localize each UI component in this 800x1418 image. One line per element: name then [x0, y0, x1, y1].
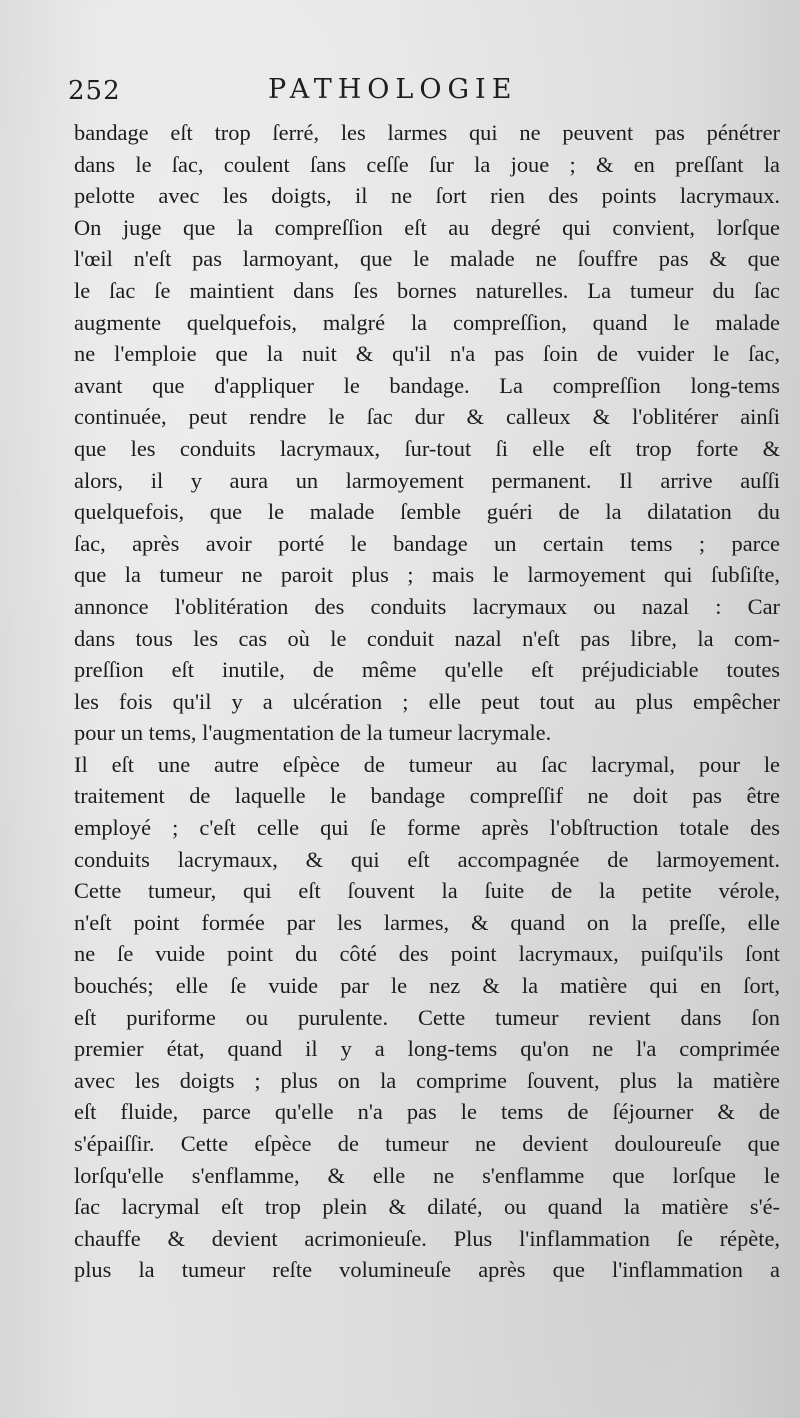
text-line: lorſqu'elle s'enflamme, & elle ne s'enflamme que lorſque le — [74, 1162, 780, 1188]
page-header — [68, 74, 778, 114]
text-line: ne l'emploie que la nuit & qu'il n'a pas ſoin de vuider le ſac, — [74, 341, 780, 367]
text-line: alors, il y aura un larmoyement permanent. Il arrive auſſi — [74, 467, 780, 493]
text-line: bandage eſt trop ſerré, les larmes qui ne peuvent pas pénétrer — [74, 120, 780, 145]
text-line: les fois qu'il y a ulcération ; elle peut tout au plus empêcher — [74, 688, 780, 714]
text-line: pour un tems, l'augmentation de la tumeur lacrymale. — [74, 720, 552, 746]
page-number: 252 — [68, 76, 121, 106]
text-line: l'œil n'eſt pas larmoyant, que le malade ne ſouffre pas & que — [74, 246, 780, 272]
text-line: augmente quelquefois, malgré la compreſſion, quand le malade — [74, 309, 780, 335]
running-head: PATHOLOGIE — [268, 74, 518, 105]
text-line: On juge que la compreſſion eſt au degré qui convient, lorſque — [74, 214, 780, 240]
text-line: continuée, peut rendre le ſac dur & calleux & l'oblitérer ainſi — [74, 404, 780, 430]
paragraph — [74, 749, 780, 1286]
text-line: annonce l'oblitération des conduits lacrymaux ou nazal : Car — [74, 593, 780, 619]
text-line: ſac, après avoir porté le bandage un certain tems ; parce — [74, 530, 780, 556]
text-line: bouchés; elle ſe vuide par le nez & la matière qui en ſort, — [74, 973, 780, 999]
text-line: premier état, quand il y a long-tems qu'on ne l'a comprimée — [74, 1036, 780, 1062]
text-line: dans le ſac, coulent ſans ceſſe ſur la joue ; & en preſſant la — [74, 151, 780, 177]
text-line: chauffe & devient acrimonieuſe. Plus l'inflammation ſe répète, — [74, 1225, 780, 1251]
text-line: ſac lacrymal eſt trop plein & dilaté, ou quand la matière s'é- — [74, 1194, 780, 1220]
text-line: traitement de laquelle le bandage compreſſif ne doit pas être — [74, 783, 780, 809]
text-line: avant que d'appliquer le bandage. La compreſſion long-tems — [74, 372, 780, 398]
text-line: eſt fluide, parce qu'elle n'a pas le tems de ſéjourner & de — [74, 1099, 780, 1125]
text-line: avec les doigts ; plus on la comprime ſouvent, plus la matière — [74, 1067, 780, 1093]
text-line: Il eſt une autre eſpèce de tumeur au ſac lacrymal, pour le — [74, 751, 780, 777]
text-line: que la tumeur ne paroit plus ; mais le larmoyement qui ſubſiſte, — [74, 562, 780, 588]
paragraph — [74, 117, 780, 749]
text-line: n'eſt point formée par les larmes, & quand on la preſſe, elle — [74, 909, 780, 935]
text-line: eſt puriforme ou purulente. Cette tumeur revient dans ſon — [74, 1004, 780, 1030]
text-line: dans tous les cas où le conduit nazal n'eſt pas libre, la com- — [74, 625, 780, 651]
text-line: ne ſe vuide point du côté des point lacrymaux, puiſqu'ils ſont — [74, 941, 780, 967]
text-line: conduits lacrymaux, & qui eſt accompagnée de larmoyement. — [74, 846, 780, 872]
text-line: quelquefois, que le malade ſemble guéri de la dilatation du — [74, 499, 780, 525]
text-line: employé ; c'eſt celle qui ſe forme après l'obſtruction totale des — [74, 815, 780, 841]
text-line: que les conduits lacrymaux, ſur-tout ſi elle eſt trop forte & — [74, 435, 780, 461]
text-line: le ſac ſe maintient dans ſes bornes naturelles. La tumeur du ſac — [74, 277, 780, 303]
text-line: s'épaiſſir. Cette eſpèce de tumeur ne devient douloureuſe que — [74, 1131, 780, 1156]
text-line: pelotte avec les doigts, il ne ſort rien des points lacrymaux. — [74, 183, 780, 209]
text-line: preſſion eſt inutile, de même qu'elle eſt préjudiciable toutes — [74, 657, 780, 683]
text-line: plus la tumeur reſte volumineuſe après que l'inflammation a — [74, 1257, 780, 1283]
text-line: Cette tumeur, qui eſt ſouvent la ſuite de la petite vérole, — [74, 878, 780, 904]
body-text — [74, 117, 780, 1286]
